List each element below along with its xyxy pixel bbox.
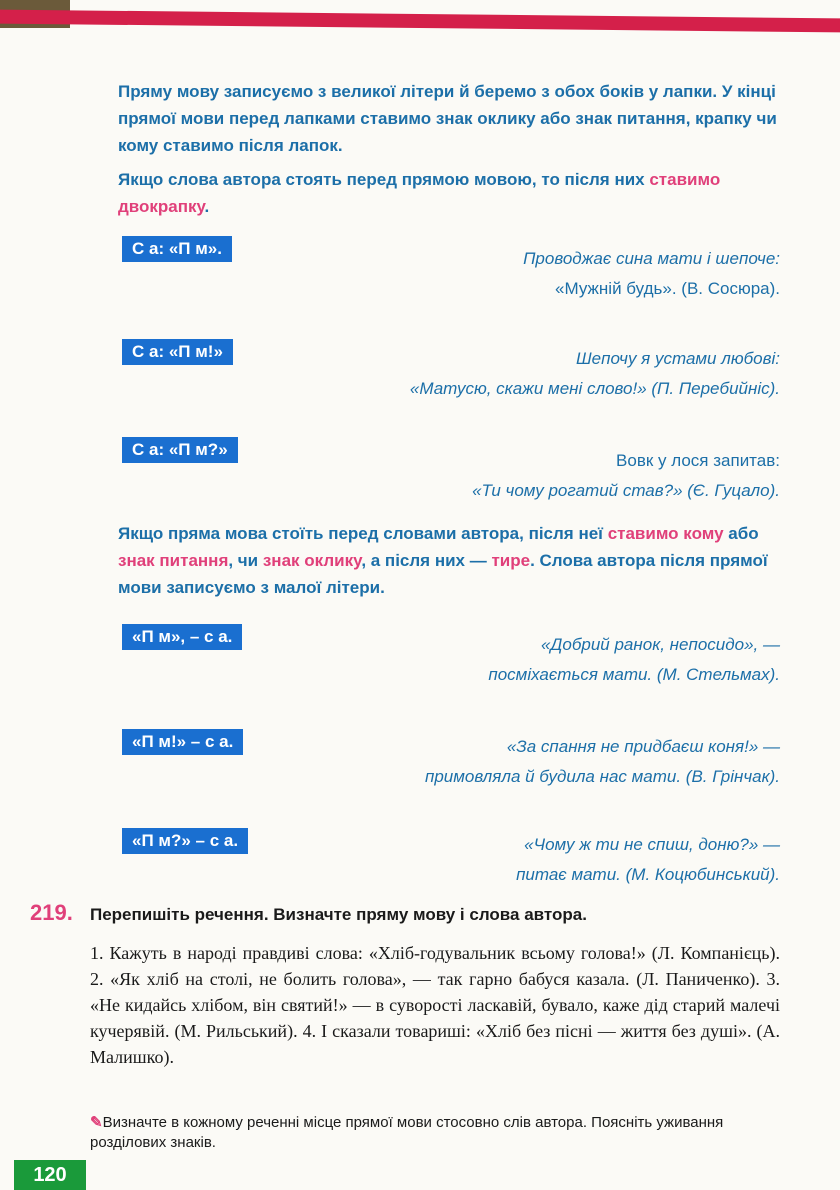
example-line: «Мужній будь». (В. Сосюра).	[555, 279, 780, 298]
example-4	[360, 630, 780, 690]
rule3-text: Якщо пряма мова стоїть перед словами автора, після неї	[118, 524, 608, 543]
example-line: Проводжає сина мати і шепоче:	[523, 249, 780, 268]
rule1-text: Пряму мову записуємо з великої літери й беремо з обох боків у лапки. У кінці прямої мови перед лапками ставимо знак оклику або знак питання, крапку чи кому ставимо після лапок.	[118, 82, 777, 155]
exercise-task	[90, 1113, 790, 1153]
example-line: посміхається мати. (М. Стельмах).	[488, 665, 780, 684]
rule2-part1: Якщо слова автора стоять перед прямою мовою, то після них	[118, 170, 650, 189]
rule2-highlight: ставимо двокрапку	[118, 170, 721, 216]
example-line: «Ти чому рогатий став?» (Є. Гуцало).	[472, 481, 780, 500]
formula-box: С а: «П м!»	[122, 339, 233, 365]
page-number: 120	[14, 1160, 86, 1190]
formula-box: С а: «П м».	[122, 236, 232, 262]
rule3-highlight: ставимо кому	[607, 524, 724, 543]
example-line: «Добрий ранок, непосидо», —	[540, 635, 780, 654]
example-line: Вовк у лося запитав:	[616, 451, 780, 470]
example-line: питає мати. (М. Коцюбинський).	[516, 865, 780, 884]
top-red-bar	[0, 10, 840, 33]
rule3-text: , а після них —	[361, 551, 492, 570]
rule3-text: або	[723, 524, 759, 543]
example-line: «За спання не придбаєш коня!» —	[506, 737, 780, 756]
example-5	[360, 732, 780, 792]
rule3-text: . Слова автора після прямої мови записуємо з малої літери.	[118, 551, 768, 597]
example-line: примовляла й будила нас мати. (В. Грінчак).	[425, 767, 780, 786]
exercise-number: 219.	[30, 900, 73, 925]
example-6	[360, 830, 780, 890]
example-line: «Чому ж ти не спиш, доню?» —	[524, 835, 780, 854]
rule3-highlight: знак оклику	[262, 551, 362, 570]
formula-box: «П м?» – с а.	[122, 828, 248, 854]
rule-author-before	[118, 166, 778, 220]
formula-box: «П м!» – с а.	[122, 729, 243, 755]
rule-author-after	[118, 520, 778, 601]
exercise-title: Перепишіть речення. Визначте пряму мову і слова автора.	[90, 905, 587, 924]
pencil-icon: ✎	[90, 1114, 103, 1131]
rule-direct-speech	[118, 78, 778, 159]
example-3	[360, 446, 780, 506]
rule2-part3: .	[204, 197, 210, 216]
rule3-highlight: знак питання	[118, 551, 229, 570]
example-2	[360, 344, 780, 404]
example-line: Шепочу я устами любові:	[576, 349, 780, 368]
rule3-highlight: тире	[491, 551, 531, 570]
task-text: Визначте в кожному реченні місце прямої мови стосовно слів автора. Поясніть уживання розділових знаків.	[90, 1114, 724, 1151]
example-1	[360, 244, 780, 304]
example-line: «Матусю, скажи мені слово!» (П. Перебийніс).	[409, 379, 780, 398]
rule3-text: , чи	[228, 551, 263, 570]
exercise-text: 1. Кажуть в народі правдиві слова: «Хліб-годувальник всьому голова!» (Л. Компанієць). 2. «Як хліб на столі, не болить голова», — так гарно бабуся казала. (Л. Паниченко). 3. «Не кидайсь хлібом, він святий!» — в суворості ласкавій, бувало, каже дід старий малечі кучерявій. (М. Рильський). 4. І сказали товариші: «Хліб без пісні — життя без душі». (А. Малишко).	[90, 943, 780, 1067]
formula-box: С а: «П м?»	[122, 437, 238, 463]
formula-box: «П м», – с а.	[122, 624, 242, 650]
